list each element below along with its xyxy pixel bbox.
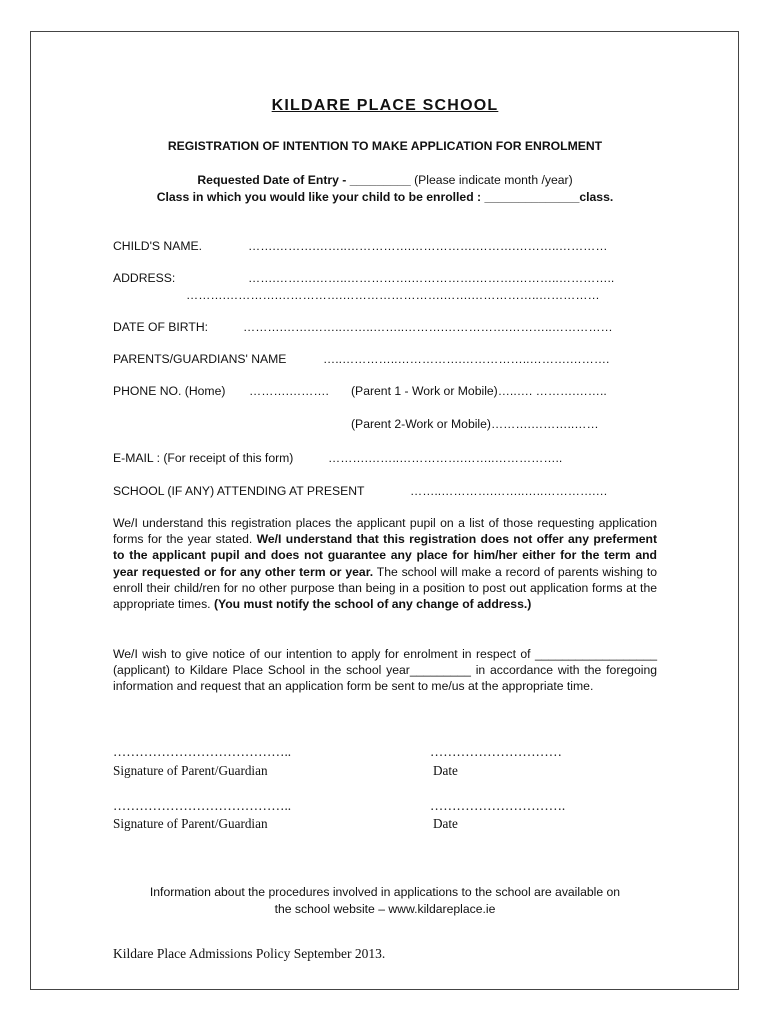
phone-home-field[interactable]: ……….……….	[249, 384, 329, 398]
address-field-line1[interactable]: …….……….……..…………….…………….……….………..…………..	[248, 271, 615, 285]
date-label-1: Date	[433, 763, 458, 778]
child-name-field[interactable]: …….……….……..…………….…………….……….………..…………	[248, 239, 608, 253]
entry-date-label: Requested Date of Entry - _________	[197, 173, 411, 187]
footer-policy: Kildare Place Admissions Policy September 2013.	[113, 946, 386, 961]
phone-parent1-field[interactable]: (Parent 1 - Work or Mobile)…..…. ……….……..	[351, 384, 607, 398]
entry-date-hint: (Please indicate month /year)	[410, 173, 573, 187]
entry-date-line	[0, 173, 770, 187]
school-label: SCHOOL (IF ANY) ATTENDING AT PRESENT	[113, 484, 365, 498]
para1-part2: The school will make a record of parents wishing to enroll their child/ren for no other purpose than being in a position to post out application forms at the appropriate times.	[113, 564, 657, 612]
parents-field[interactable]: …..…………..…………….……………..……….……….	[323, 352, 610, 366]
signature-line-2[interactable]: …………………………………..	[113, 798, 292, 813]
para1-bold2: (You must notify the school of any change of address.)	[213, 597, 532, 612]
email-label: E-MAIL : (For receipt of this form)	[113, 451, 294, 465]
school-title: KILDARE PLACE SCHOOL	[271, 97, 499, 114]
registration-paragraph	[113, 515, 657, 612]
para1-bold1: We/I understand that this registration does not offer any preferment to the applicant pupil and does not guarantee any place for him/her either for the term and year requested or for any other term or year.	[113, 532, 658, 579]
email-field[interactable]: ……….……..…………….……..……………..	[328, 451, 563, 465]
form-subtitle: REGISTRATION OF INTENTION TO MAKE APPLICATION FOR ENROLMENT	[167, 139, 603, 153]
signature-line-1[interactable]: …………………………………..	[113, 744, 292, 759]
child-name-label: CHILD'S NAME.	[113, 239, 203, 253]
dob-field[interactable]: ……….…….……..……..……..……….…………….………..……………	[243, 320, 613, 334]
para1-part1: We/I understand this registration places the applicant pupil on a list of those requesting application forms for the year stated.	[113, 516, 657, 547]
date-label-2: Date	[433, 816, 458, 831]
info-line-1: Information about the procedures involved in applications to the school are available on	[149, 885, 621, 899]
date-line-2[interactable]: ………………………….	[430, 798, 566, 813]
intention-paragraph: We/I wish to give notice of our intention to apply for enrolment in respect of __________________ (applicant) to Kildare Place School in the school year_________ in accordance with the foregoing information and request that an application form be sent to me/us at the appropriate time.	[113, 647, 657, 694]
date-line-1[interactable]: …………………………	[430, 744, 562, 759]
phone-label: PHONE NO. (Home)	[113, 384, 226, 398]
signature-label-1: Signature of Parent/Guardian	[113, 763, 268, 778]
class-line: Class in which you would like your child to be enrolled : ______________class.	[156, 190, 614, 204]
parents-label: PARENTS/GUARDIANS' NAME	[113, 352, 287, 366]
address-label: ADDRESS:	[113, 271, 176, 285]
school-field[interactable]: ……..………….……..…..………….…	[410, 484, 608, 498]
signature-label-2: Signature of Parent/Guardian	[113, 816, 268, 831]
info-text	[0, 884, 770, 918]
address-field-line2[interactable]: ……….………….…………….…………………….…….……………..……………	[186, 288, 600, 302]
phone-parent2-field[interactable]: (Parent 2-Work or Mobile)……….………..……	[351, 417, 599, 431]
dob-label: DATE OF BIRTH:	[113, 320, 209, 334]
info-line-2: the school website – www.kildareplace.ie	[274, 902, 496, 916]
